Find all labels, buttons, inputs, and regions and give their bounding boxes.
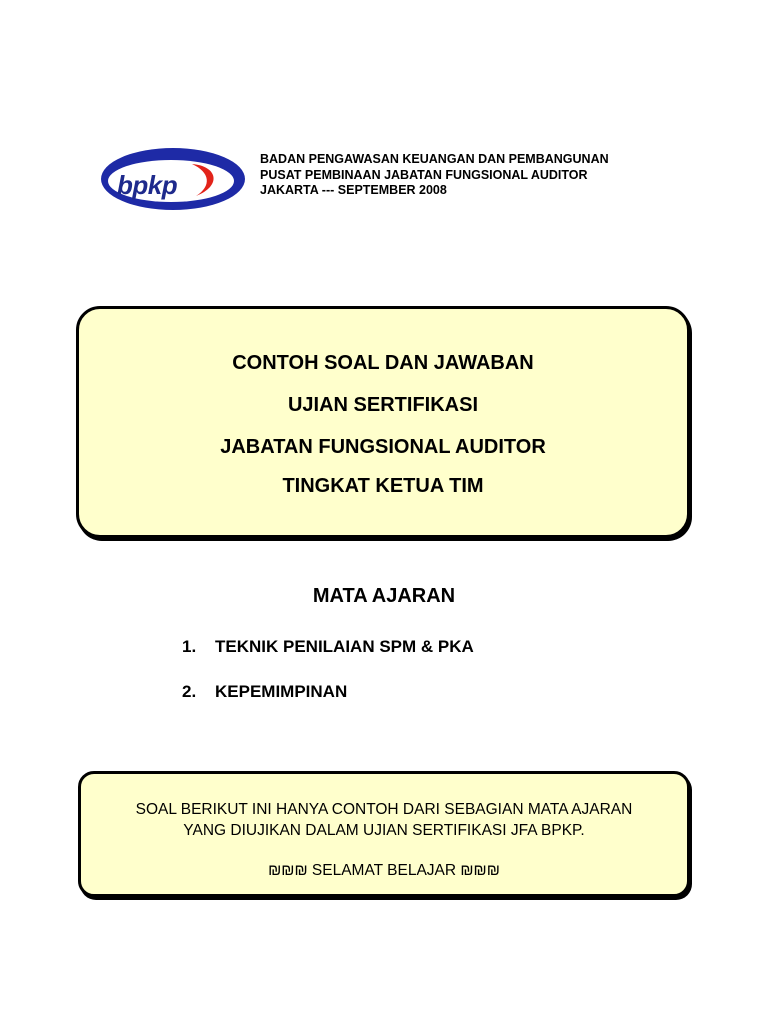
subject-item xyxy=(182,637,474,657)
subject-item xyxy=(182,682,347,702)
note-line-2: YANG DIUJIKAN DALAM UJIAN SERTIFIKASI JFA BPKP. xyxy=(183,822,585,839)
title-box xyxy=(76,306,690,538)
organization-name: BADAN PENGAWASAN KEUANGAN DAN PEMBANGUNAN xyxy=(260,152,609,166)
note-box xyxy=(78,771,690,897)
title-line-4: TINGKAT KETUA TIM xyxy=(282,475,484,497)
title-line-1: CONTOH SOAL DAN JAWABAN xyxy=(232,352,534,374)
organization-unit: PUSAT PEMBINAAN JABATAN FUNGSIONAL AUDITOR xyxy=(260,167,588,182)
logo-wordmark: bpkp xyxy=(117,170,178,200)
organization-header xyxy=(260,152,609,199)
subject-label: TEKNIK PENILAIAN SPM & PKA xyxy=(215,637,474,656)
closing-greeting: ₪₪₪ SELAMAT BELAJAR ₪₪₪ xyxy=(268,862,500,879)
bpkp-logo xyxy=(100,146,250,212)
note-line-1: SOAL BERIKUT INI HANYA CONTOH DARI SEBAGIAN MATA AJARAN xyxy=(135,801,633,818)
subject-number: 2. xyxy=(182,682,197,701)
subject-number: 1. xyxy=(182,637,197,656)
subjects-heading: MATA AJARAN xyxy=(312,585,456,607)
publication-place-date: JAKARTA --- SEPTEMBER 2008 xyxy=(260,183,447,197)
title-line-3: JABATAN FUNGSIONAL AUDITOR xyxy=(220,436,546,458)
subject-label: KEPEMIMPINAN xyxy=(215,682,348,701)
title-line-2: UJIAN SERTIFIKASI xyxy=(287,394,479,416)
